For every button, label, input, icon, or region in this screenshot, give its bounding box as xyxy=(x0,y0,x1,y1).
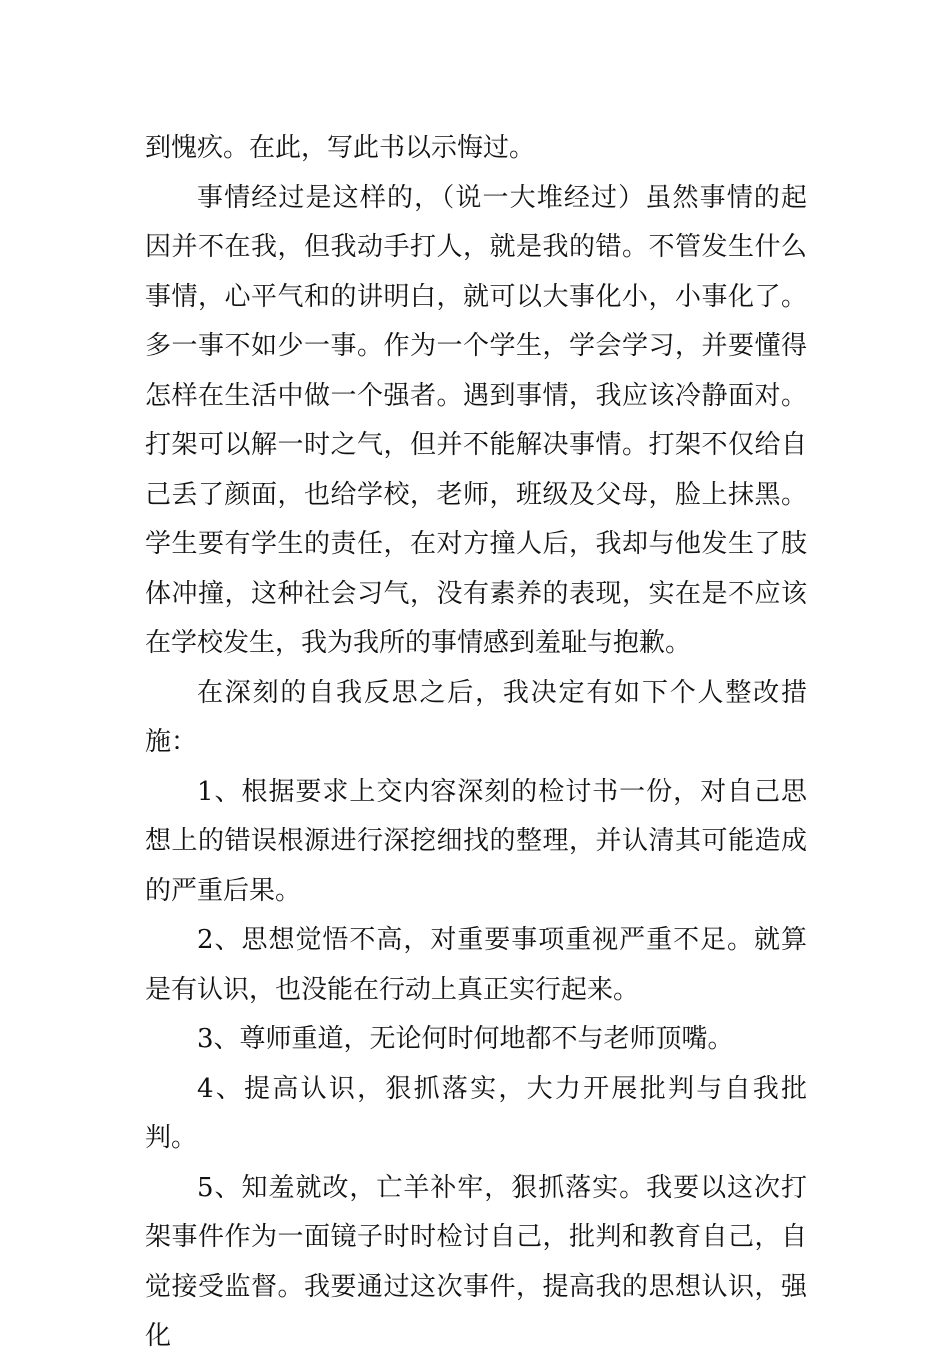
paragraph-measure-4: 4、提高认识，狠抓落实，大力开展批判与自我批判。 xyxy=(145,1073,807,1153)
paragraph-measure-1: 1、根据要求上交内容深刻的检讨书一份，对自己思想上的错误根源进行深挖细找的整理，并认清其可能造成的严重后果。 xyxy=(145,776,807,906)
paragraph-incident-account: 事情经过是这样的，（说一大堆经过）虽然事情的起因并不在我，但我动手打人，就是我的错。不管发生什么事情，心平气和的讲明白，就可以大事化小，小事化了。多一事不如少一事。作为一个学生，学会学习，并要懂得怎样在生活中做一个强者。遇到事情，我应该冷静面对。打架可以解一时之气，但并不能解决事情。打架不仅给自己丢了颜面，也给学校，老师，班级及父母，脸上抹黑。学生要有学生的责任，在对方撞人后，我却与他发生了肢体冲撞，这种社会习气，没有素养的表现，实在是不应该在学校发生，我为我所的事情感到羞耻与抱歉。 xyxy=(145,182,807,658)
paragraph-continuation: 到愧疚。在此，写此书以示悔过。 xyxy=(145,133,536,163)
paragraph-measure-2: 2、思想觉悟不高，对重要事项重视严重不足。就算是有认识，也没能在行动上真正实行起来。 xyxy=(145,925,807,1005)
paragraph-measure-3: 3、尊师重道，无论何时何地都不与老师顶嘴。 xyxy=(197,1024,734,1054)
document-body xyxy=(145,124,807,1362)
paragraph-measure-5: 5、知羞就改，亡羊补牢，狠抓落实。我要以这次打架事件作为一面镜子时时检讨自己，批判和教育自己，自觉接受监督。我要通过这次事件，提高我的思想认识，强化 xyxy=(145,1172,807,1351)
paragraph-measures-intro: 在深刻的自我反思之后，我决定有如下个人整改措施： xyxy=(145,677,807,757)
